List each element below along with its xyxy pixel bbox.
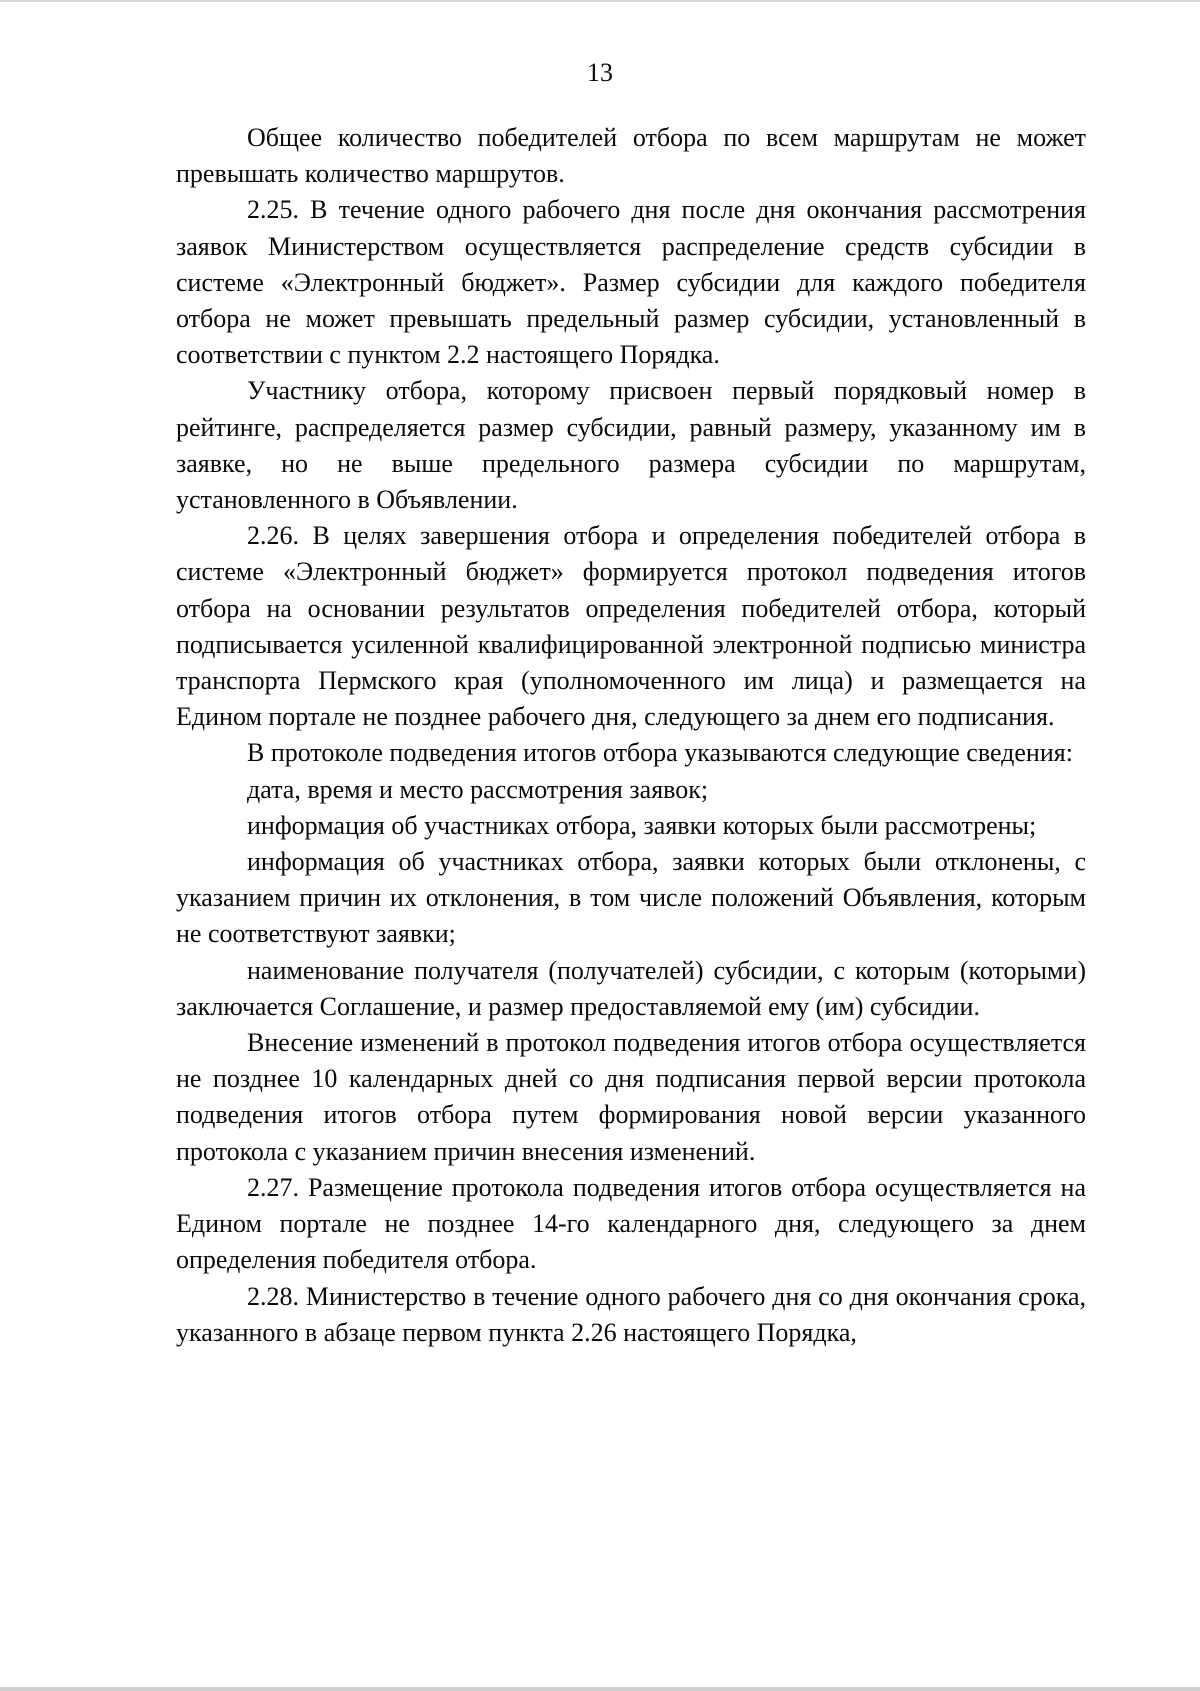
scan-edge-bottom	[0, 1687, 1200, 1691]
document-body	[176, 120, 1086, 1351]
list-item-recipient-name: наименование получателя (получателей) субсидии, с которым (которыми) заключается Соглашение, и размер предоставляемой ему (им) субсидии.	[176, 955, 1086, 1021]
paragraph-first-rank-participant: Участнику отбора, которому присвоен первый порядковый номер в рейтинге, распределяется размер субсидии, равный размеру, указанному им в заявке, но не выше предельного размера субсидии по маршрутам, установленного в Объявлении.	[176, 376, 1086, 515]
list-item-reviewed-participants: информация об участниках отбора, заявки которых были рассмотрены;	[247, 810, 1037, 840]
paragraph-2-25: 2.25. В течение одного рабочего дня после дня окончания рассмотрения заявок Министерством осуществляется распределение средств субсидии в системе «Электронный бюджет». Размер субсидии для каждого победителя отбора не может превышать предельный размер субсидии, установленный в соответствии с пунктом 2.2 настоящего Порядка.	[176, 195, 1086, 370]
scan-edge-top	[0, 0, 1200, 2]
paragraph-protocol-contents-intro: В протоколе подведения итогов отбора указываются следующие сведения:	[247, 738, 1073, 768]
paragraph-2-26: 2.26. В целях завершения отбора и определения победителей отбора в системе «Электронный бюджет» формируется протокол подведения итогов отбора на основании результатов определения победителей отбора, который подписывается усиленной квалифицированной электронной подписью министра транспорта Пермского края (уполномоченного им лица) и размещается на Едином портале не позднее рабочего дня, следующего за днем его подписания.	[176, 521, 1086, 732]
paragraph-2-28: 2.28. Министерство в течение одного рабочего дня со дня окончания срока, указанного в абзаце первом пункта 2.26 настоящего Порядка,	[176, 1281, 1086, 1347]
list-item-rejected-participants: информация об участниках отбора, заявки которых были отклонены, с указанием причин их отклонения, в том числе положений Объявления, которым не соответствуют заявки;	[176, 847, 1086, 949]
paragraph-winners-count: Общее количество победителей отбора по всем маршрутам не может превышать количество маршрутов.	[176, 123, 1086, 189]
page-number: 13	[587, 58, 613, 87]
paragraph-2-27: 2.27. Размещение протокола подведения итогов отбора осуществляется на Едином портале не позднее 14-го календарного дня, следующего за днем определения победителя отбора.	[176, 1172, 1086, 1275]
paragraph-protocol-changes: Внесение изменений в протокол подведения итогов отбора осуществляется не позднее 10 календарных дней со дня подписания первой версии протокола подведения итогов отбора путем формирования новой версии указанного протокола с указанием причин внесения изменений.	[176, 1028, 1086, 1166]
list-item-date-time-place: дата, время и место рассмотрения заявок;	[247, 774, 709, 804]
